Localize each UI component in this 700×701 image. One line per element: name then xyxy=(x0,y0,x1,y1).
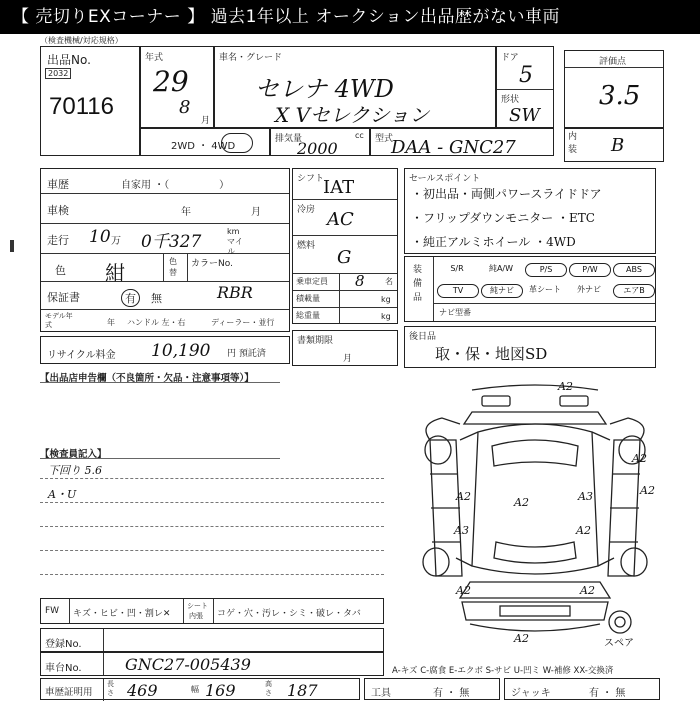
warranty-no: 無 xyxy=(151,292,162,305)
interior-value: B xyxy=(611,135,625,156)
equip-alloy-wheels: 純A/W xyxy=(488,264,514,273)
equip-abs: ABS xyxy=(613,263,655,277)
lot-label: 出品No. xyxy=(47,53,91,67)
mileage-man-unit: 万 xyxy=(111,236,121,247)
docs-label: 書類期限 xyxy=(297,336,334,346)
shift-label: シフト xyxy=(297,174,325,184)
score-label: 評価点 xyxy=(599,57,627,67)
equipment-label: 装備品 xyxy=(413,265,423,303)
damage-mark: A2 xyxy=(456,490,471,503)
equip-airbag: エアB xyxy=(613,284,655,298)
damage-mark: A2 xyxy=(514,496,529,509)
equip-tv: TV xyxy=(437,284,479,298)
lot-tag: 2032 xyxy=(45,68,71,79)
damage-mark: A2 xyxy=(558,380,573,393)
displacement-box xyxy=(270,128,370,156)
capacity-unit: 名 xyxy=(385,277,393,286)
gross-label: 総重量 xyxy=(296,311,320,320)
damage-mark: A2 xyxy=(632,452,647,465)
year-value: 29 xyxy=(153,65,189,98)
chassis-row xyxy=(40,652,384,676)
month-suffix: 月 xyxy=(201,116,211,126)
inspector-line-2: A・U xyxy=(48,488,77,501)
year-label: 年式 xyxy=(145,53,164,63)
registration-row xyxy=(40,628,384,652)
height-value: 187 xyxy=(287,681,318,700)
nav-model-label: ナビ型番 xyxy=(439,308,471,317)
tools-label: 工具 xyxy=(371,688,391,699)
damage-mark: A2 xyxy=(514,632,529,645)
equip-aftermarket-nav: 外ナビ xyxy=(577,285,601,294)
recycle-value: 10,190 xyxy=(151,341,211,361)
chassis-number: GNC27-005439 xyxy=(125,655,251,674)
car-name: セレナ 4WD xyxy=(255,75,394,103)
inspection-label: 車検 xyxy=(47,204,69,217)
tools-value: 有 ・ 無 xyxy=(433,688,470,699)
jack-label: ジャッキ xyxy=(511,688,551,699)
handle-label: ハンドル 左・右 xyxy=(127,318,186,327)
warranty-label: 保証書 xyxy=(47,291,80,304)
spare-label: スペア xyxy=(604,638,634,648)
gross-unit: kg xyxy=(381,312,391,321)
damage-mark: A2 xyxy=(640,484,655,497)
color-change-label: 色替 xyxy=(169,257,177,277)
model-value: DAA - GNC27 xyxy=(391,137,516,158)
cert-label: 車歴証明用 xyxy=(45,687,93,698)
after-value: 取・保・地図SD xyxy=(435,345,548,363)
equip-leather-seats: 革シート xyxy=(529,285,561,294)
fw-value: キズ・ヒビ・凹・割レ✕ xyxy=(73,609,171,619)
equip-power-windows: P/W xyxy=(569,263,611,277)
history-value: 自家用 ・（ ） xyxy=(121,180,230,191)
equipment-box xyxy=(404,256,656,322)
interior-label: 内装 xyxy=(568,132,578,155)
load-label: 積載量 xyxy=(296,294,320,303)
chassis-label: 車台No. xyxy=(45,663,82,674)
inspection-year: 年 xyxy=(181,207,191,218)
interior-box xyxy=(564,128,664,162)
margin-mark xyxy=(10,240,14,252)
damage-mark: A2 xyxy=(580,584,595,597)
displacement-label: 排気量 xyxy=(275,134,303,144)
drive-selected-circle xyxy=(221,133,253,153)
car-name-box xyxy=(214,46,496,128)
equip-genuine-nav: 純ナビ xyxy=(481,284,523,298)
damage-mark: A2 xyxy=(456,584,471,597)
model-year-label: モデル年式 xyxy=(45,312,73,329)
subnote: （検査機械/対応規格） xyxy=(40,36,123,45)
displacement-value: 2000 xyxy=(297,139,338,158)
doors-label: ドア xyxy=(501,53,519,63)
body-label: 形状 xyxy=(501,95,520,105)
color-value: 紺 xyxy=(105,261,125,285)
sales-box xyxy=(404,168,656,254)
score-box xyxy=(564,50,664,128)
body-value: SW xyxy=(509,105,540,126)
displacement-unit: cc xyxy=(355,131,364,140)
model-box xyxy=(370,128,554,156)
length-value: 469 xyxy=(127,681,158,700)
mileage-man: 10 xyxy=(89,227,111,247)
grade: X Vセレクション xyxy=(275,103,430,127)
sales-point-3: ・純正アルミホイール ・4WD xyxy=(411,235,576,249)
shift-value: IAT xyxy=(323,177,355,198)
mileage-rest: 0千327 xyxy=(141,232,202,252)
seat-value: コゲ・穴・汚レ・シミ・破レ・タバ xyxy=(217,609,361,619)
banner-title: 【 売切りEXコーナー 】 過去1年以上 オークション出品歴がない車両 xyxy=(0,0,700,34)
inspector-line-1: 下回り 5.6 xyxy=(48,464,102,477)
fw-row xyxy=(40,598,384,624)
damage-mark: A3 xyxy=(578,490,593,503)
warranty-yes: 有 xyxy=(121,289,140,307)
doors-value: 5 xyxy=(519,63,533,88)
ac-label: 冷房 xyxy=(297,205,316,215)
seat-text: 内張 xyxy=(189,612,203,620)
year-box xyxy=(140,46,214,128)
color-no-value: RBR xyxy=(217,283,253,302)
damage-legend: A-キズ C-腐食 E-エクボ S-サビ U-凹ミ W-補修 XX-交換済 xyxy=(392,666,614,676)
spec-box xyxy=(292,168,398,324)
door-box xyxy=(496,46,554,128)
seat-label: シート xyxy=(187,602,208,610)
history-label: 車歴 xyxy=(47,178,69,191)
capacity-value: 8 xyxy=(355,272,365,290)
after-label: 後日品 xyxy=(409,332,437,342)
mileage-unit: km マイル xyxy=(227,227,243,256)
jack-value: 有 ・ 無 xyxy=(589,688,626,699)
fuel-label: 燃料 xyxy=(297,241,316,251)
recycle-unit: 円 預託済 xyxy=(227,349,266,359)
height-label: 高さ xyxy=(265,680,272,697)
declaration-label: 【出品店申告欄（不良箇所・欠品・注意事項等）】 xyxy=(40,373,254,384)
recycle-label: リサイクル料金 xyxy=(47,350,116,361)
length-label: 長さ xyxy=(107,680,114,697)
capacity-label: 乗車定員 xyxy=(296,277,328,286)
info-box xyxy=(40,168,290,332)
fw-label: FW xyxy=(45,606,60,616)
docs-box xyxy=(292,330,398,366)
drive-box xyxy=(140,128,270,156)
ac-value: AC xyxy=(327,209,354,230)
score-value: 3.5 xyxy=(599,81,641,111)
mileage-label: 走行 xyxy=(47,234,69,247)
drive-label: 2WD ・ 4WD xyxy=(171,141,236,152)
lot-number: 70116 xyxy=(49,93,114,120)
car-name-label: 車名・グレード xyxy=(219,53,283,63)
model-year-unit: 年 xyxy=(107,318,115,327)
model-label: 型式 xyxy=(375,134,394,144)
recycle-box xyxy=(40,336,290,364)
width-value: 169 xyxy=(205,681,236,700)
equip-sunroof: S/R xyxy=(450,264,464,273)
sales-title: セールスポイント xyxy=(409,174,481,184)
docs-unit: 月 xyxy=(343,354,353,364)
after-box xyxy=(404,326,656,368)
month-value: 8 xyxy=(179,97,191,118)
width-label: 幅 xyxy=(191,685,199,694)
dealer-label: ディーラー・並行 xyxy=(211,318,275,327)
tools-row xyxy=(364,678,500,700)
inspection-month: 月 xyxy=(251,207,261,218)
dimensions-row xyxy=(40,678,360,700)
color-label: 色 xyxy=(55,264,66,277)
registration-label: 登録No. xyxy=(45,639,82,650)
damage-mark: A3 xyxy=(454,524,469,537)
fuel-value: G xyxy=(337,247,352,268)
color-no-label: カラーNo. xyxy=(191,259,233,269)
inspector-label: 【検査員記入】 xyxy=(40,449,107,460)
jack-row xyxy=(504,678,660,700)
equip-power-steering: P/S xyxy=(525,263,567,277)
damage-mark: A2 xyxy=(576,524,591,537)
load-unit: kg xyxy=(381,295,391,304)
lot-box xyxy=(40,46,140,156)
sales-point-1: ・初出品・両側パワースライドドア xyxy=(411,187,602,201)
car-damage-diagram xyxy=(400,376,670,648)
sales-point-2: ・フリップダウンモニター ・ETC xyxy=(411,211,595,225)
